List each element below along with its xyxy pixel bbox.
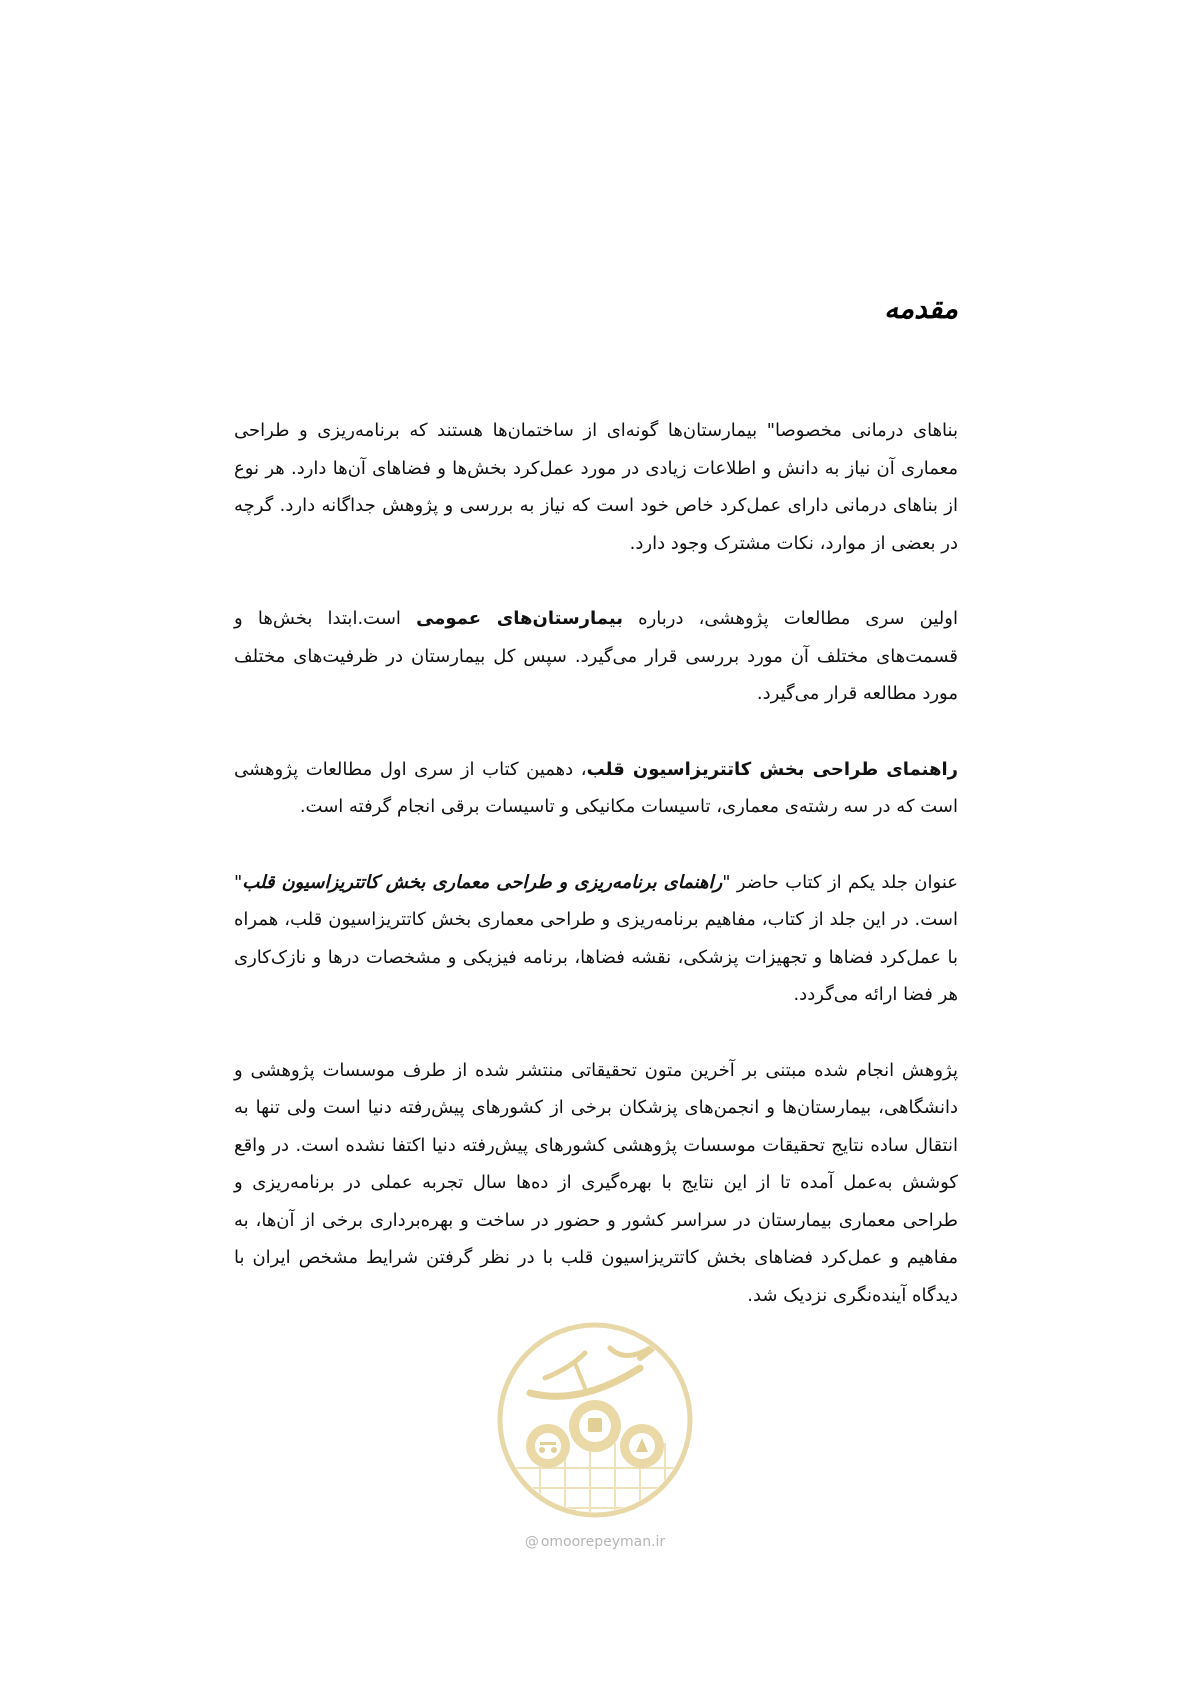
paragraph-4-after: " است. در این جلد از کتاب، مفاهیم برنامه‌ریزی و طراحی معماری بخش کاتتریزاسیون قلب، همراه با عمل‌کرد فضاها و تجهیزات پزشکی، نقشه فضاها، برنامه فیزیکی و مشخصات درها و نازک‌کاری هر فضا ارائه می‌گردد.: [234, 871, 958, 1005]
paragraph-5: [234, 1052, 958, 1315]
paragraph-4-before: عنوان جلد یکم از کتاب حاضر ": [722, 871, 958, 893]
website-url: omoorepeyman.ir: [540, 1534, 666, 1550]
seal-logo-icon: [490, 1318, 700, 1523]
paragraph-3-after: ، دهمین کتاب از سری اول مطالعات پژوهشی است که در سه رشته‌ی معماری، تاسیسات مکانیکی و تاسیسات برقی انجام گرفته است.: [234, 758, 958, 817]
paragraph-1: [234, 412, 958, 562]
at-symbol-icon: @: [524, 1534, 539, 1550]
watermark-seal: [490, 1318, 700, 1523]
watermark-website: [495, 1534, 695, 1550]
paragraph-2-bold: بیمارستان‌های عمومی: [416, 608, 623, 629]
body-text: [234, 412, 958, 1352]
paragraph-2-after: است.ابتدا بخش‌ها و قسمت‌های مختلف آن مورد بررسی قرار می‌گیرد. سپس کل بیمارستان در ظرفیت‌های مختلف مورد مطالعه قرار می‌گیرد.: [234, 608, 958, 704]
paragraph-3-bold: راهنمای طراحی بخش کاتتریزاسیون قلب: [586, 758, 958, 780]
paragraph-2-before: اولین سری مطالعات پژوهشی، درباره: [622, 608, 958, 629]
seal-calligraphy: [530, 1343, 660, 1396]
paragraph-4-bold-italic: راهنمای برنامه‌ریزی و طراحی معماری بخش کاتتریزاسیون قلب: [242, 871, 723, 893]
paragraph-5-text: پژوهش انجام شده مبتنی بر آخرین متون تحقیقاتی منتشر شده از طرف موسسات پژوهشی و دانشگاهی، بیمارستان‌ها و انجمن‌های پزشکان برخی از کشورهای پیش‌رفته دنیا است ولی تنها به انتقال ساده نتایج تحقیقات موسسات پژوهشی کشورهای پیش‌رفته دنیا اکتفا نشده است. در واقع کوشش به‌عمل آمده تا از این نتایج با بهره‌گیری از ده‌ها سال تجربه عملی در برنامه‌ریزی و طراحی معماری بیمارستان در سراسر کشور و حضور در ساخت و بهره‌برداری برخی از آن‌ها، به مفاهیم و عمل‌کرد فضاهای بخش کاتتریزاسیون قلب با در نظر گرفتن شرایط مشخص ایران با دیدگاه آینده‌نگری نزدیک شد.: [234, 1059, 958, 1306]
paragraph-3: [234, 751, 958, 826]
paragraph-1-text: بناهای درمانی مخصوصا" بیمارستان‌ها گونه‌ای از ساختمان‌ها هستند که برنامه‌ریزی و طراحی معماری آن نیاز به دانش و اطلاعات زیادی در مورد عمل‌کرد بخش‌ها و فضاهای آن‌ها دارد. هر نوع از بناهای درمانی دارای عمل‌کرد خاص خود است که نیاز به بررسی و پژوهش جداگانه دارد. گرچه در بعضی از موارد، نکات مشترک وجود دارد.: [234, 420, 958, 554]
paragraph-4: [234, 864, 958, 1014]
paragraph-2: [234, 600, 958, 713]
page-title: مقدمه: [884, 292, 958, 325]
